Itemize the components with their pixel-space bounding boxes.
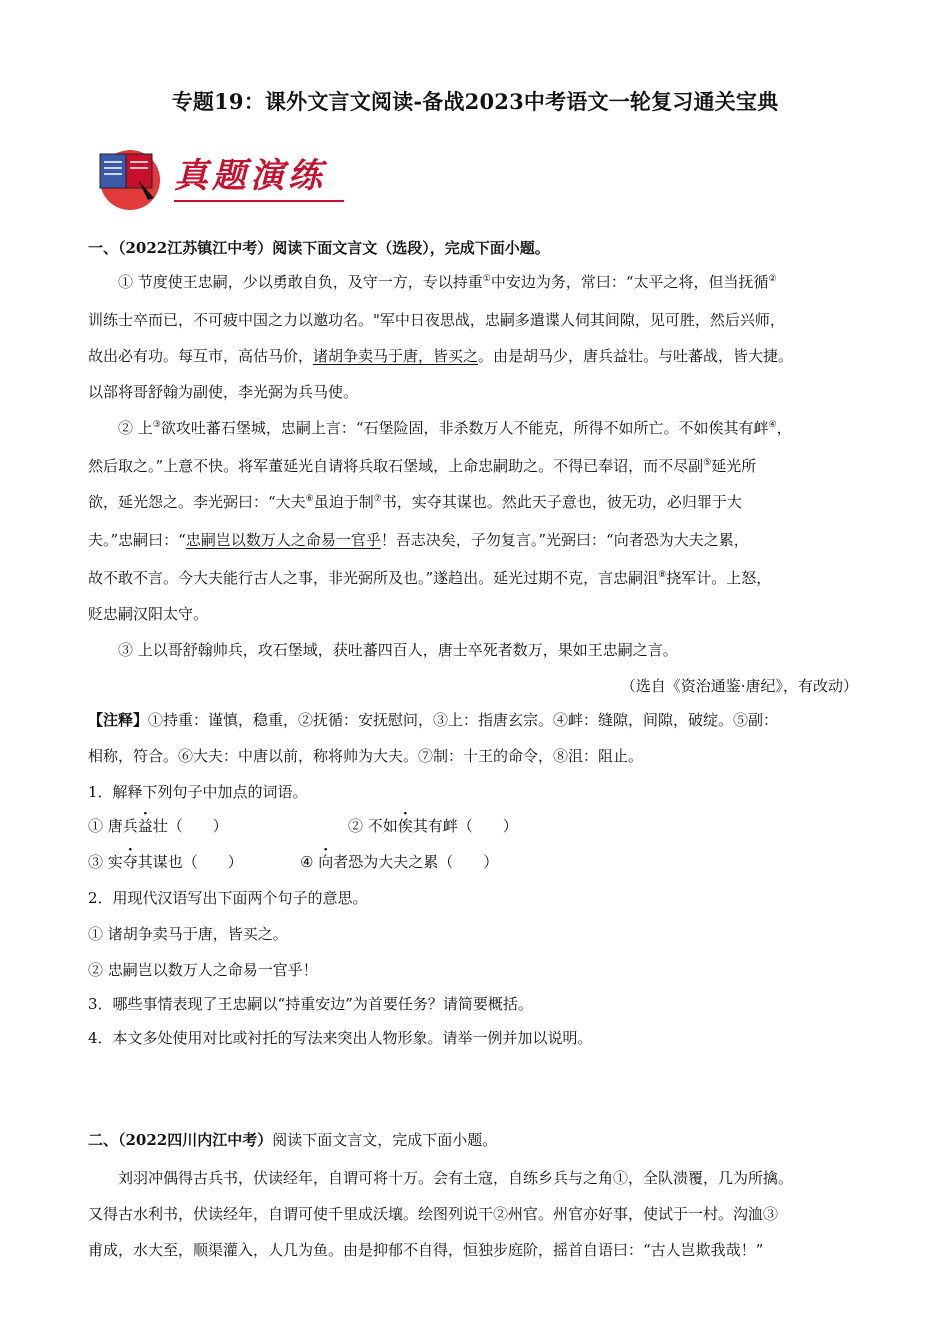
q1-p2-line: 欲，延光怨之。李光弼曰：“大夫⑥虽迫于制⑦书，实夺其谋也。然此天子意也，彼无功，必归罪于大 [88,493,742,511]
underlined-sentence: 忠嗣岂以数万人之命易一官乎 [185,531,381,549]
task-4: 4．本文多处使用对比或衬托的写法来突出人物形象。请举一例并加以说明。 [88,1029,593,1047]
q2-line: 又得古水利书，伏读经年，自谓可使千里成沃壤。绘图列说干②州官。州官亦好事，使试于一村。沟洫③ [88,1205,779,1223]
q1-p2-line: 贬忠嗣汉阳太守。 [88,605,209,623]
q1-p2-line: 故不敢不言。今大夫能行古人之事，非光弼所及也。”遂趋出。延光过期不克，言忠嗣沮⑧挠军计。上怒， [88,569,772,587]
q2-line: 刘羽冲偶得古兵书，伏读经年，自谓可将十万。会有土寇，自练乡兵与之角①，全队溃覆，几为所擒。 [118,1169,794,1187]
task-1-item: ① 唐兵益壮（ ） [88,817,228,835]
notes-line: 【注释】①持重：谨慎，稳重，②抚循：安抚慰问，③上：指唐玄宗。④衅：缝隙，间隙，破绽。⑤副： [88,711,779,729]
underlined-sentence: 诸胡争卖马于唐，皆买之 [313,347,479,365]
task-1-title: 1．解释下列句子中加点的词语。 [88,783,308,801]
q1-p1-line: ① 节度使王忠嗣，少以勇敢自负，及守一方，专以持重①中安边为务，常曰：“太平之将，但当抚循② [118,273,777,291]
q2-heading: 二、（2022四川内江中考）阅读下面文言文，完成下面小题。 [88,1131,498,1149]
q1-p2-line: 夫。”忠嗣曰：“忠嗣岂以数万人之命易一官乎！吾志决矣，子勿复言。”光弼曰：“向者恐为大夫之累， [88,531,749,549]
task-2-item: ① 诸胡争卖马于唐，皆买之。 [88,925,288,943]
task-1-item: ② 不如俟其有衅（ ） [348,817,518,835]
q1-heading: 一、（2022江苏镇江中考）阅读下面文言文（选段），完成下面小题。 [88,239,550,257]
q1-p1-line: 训练士卒而已，不可疲中国之力以邀功名。"军中日夜思战，忠嗣多遣谍人伺其间隙，见可胜，然后兴师， [88,311,785,329]
notes-line: 相称，符合。⑥大夫：中唐以前，称将帅为大夫。⑦制：十王的命令，⑧沮：阻止。 [88,747,644,765]
task-2-item: ② 忠嗣岂以数万人之命易一官乎！ [88,961,318,979]
banner-title: 真题演练 [174,156,326,196]
book-icon [90,140,170,212]
section-banner [90,140,350,212]
page-title: 专题19：课外文言文阅读-备战2023中考语文一轮复习通关宝典 [171,89,779,114]
source-citation: （选自《资治通鉴·唐纪》，有改动） [620,677,858,695]
q1-p3-line: ③ 上以哥舒翰帅兵，攻石堡域，获吐蕃四百人，唐士卒死者数万，果如王忠嗣之言。 [118,641,678,659]
task-1-item: ④ 向者恐为大夫之累（ ） [300,853,499,871]
q1-p2-line: 然后取之。”上意不快。将军董延光自请将兵取石堡域，上命忠嗣助之。不得已奉诏，而不尽副⑤延光所 [88,457,757,475]
banner-underline [174,200,344,202]
q1-p2-line: ② 上③欲攻吐蕃石堡城，忠嗣上言：“石堡险固，非杀数万人不能克，所得不如所亡。不如俟其有衅④， [118,419,792,437]
q1-p1-line: 故出必有功。每互市，高估马价，诸胡争卖马于唐，皆买之。由是胡马少，唐兵益壮。与吐蕃战，皆大捷。 [88,347,794,365]
q2-line: 甫成，水大至，顺渠灌入，人几为鱼。由是抑郁不自得，恒独步庭阶，摇首自语曰：“古人岂欺我哉！” [88,1241,764,1259]
task-3: 3．哪些事情表现了王忠嗣以“持重安边”为首要任务？请简要概括。 [88,995,533,1013]
task-1-item: ③ 实夺其谋也（ ） [88,853,243,871]
task-2-title: 2．用现代汉语写出下面两个句子的意思。 [88,889,368,907]
q1-p1-line: 以部将哥舒翰为副使，李光弼为兵马使。 [88,383,359,401]
